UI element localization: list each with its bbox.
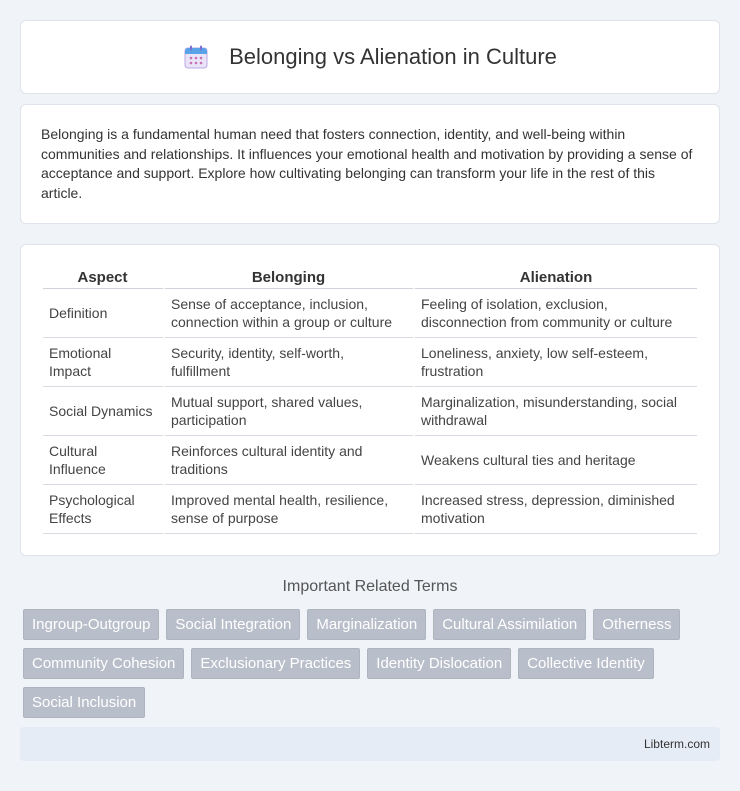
table-row (43, 436, 697, 485)
comparison-table-card (20, 244, 720, 556)
footer (20, 727, 720, 761)
header-card (20, 20, 720, 94)
tag-identity-dislocation[interactable]: Identity Dislocation (367, 648, 511, 679)
header-alienation: Alienation (415, 265, 697, 289)
intro-paragraph: Belonging is a fundamental human need that fosters connection, identity, and well-being within communities and relationships. It influences your emotional health and motivation by providing a sense of acceptance and support. Explore how cultivating belonging can transform your life in the rest of this article. (41, 126, 693, 201)
cell-alienation: Weakens cultural ties and heritage (415, 436, 697, 485)
cell-alienation: Increased stress, depression, diminished motivation (415, 485, 697, 534)
tag-social-integration[interactable]: Social Integration (166, 609, 300, 640)
cell-aspect: Emotional Impact (43, 338, 165, 387)
cell-belonging: Security, identity, self-worth, fulfillment (165, 338, 415, 387)
header-belonging: Belonging (165, 265, 415, 289)
cell-alienation: Loneliness, anxiety, low self-esteem, frustration (415, 338, 697, 387)
footer-site-link[interactable]: Libterm.com (643, 737, 710, 751)
cell-alienation: Feeling of isolation, exclusion, disconnection from community or culture (415, 289, 697, 338)
header-aspect: Aspect (43, 265, 165, 289)
tag-otherness[interactable]: Otherness (593, 609, 680, 640)
cell-alienation: Marginalization, misunderstanding, social withdrawal (415, 387, 697, 436)
tag-exclusionary-practices[interactable]: Exclusionary Practices (191, 648, 360, 679)
cell-belonging: Reinforces cultural identity and traditions (165, 436, 415, 485)
cell-aspect: Social Dynamics (43, 387, 165, 436)
cell-aspect: Cultural Influence (43, 436, 165, 485)
comparison-table (43, 265, 697, 534)
cell-belonging: Sense of acceptance, inclusion, connection within a group or culture (165, 289, 415, 338)
related-terms-tags (23, 609, 723, 718)
cell-aspect: Definition (43, 289, 165, 338)
cell-belonging: Improved mental health, resilience, sense of purpose (165, 485, 415, 534)
table-row (43, 387, 697, 436)
table-header-row (43, 265, 697, 289)
calendar-icon (183, 44, 209, 70)
tag-collective-identity[interactable]: Collective Identity (518, 648, 654, 679)
tag-community-cohesion[interactable]: Community Cohesion (23, 648, 184, 679)
tag-social-inclusion[interactable]: Social Inclusion (23, 687, 145, 718)
table-row (43, 485, 697, 534)
table-row (43, 338, 697, 387)
table-row (43, 289, 697, 338)
tag-marginalization[interactable]: Marginalization (307, 609, 426, 640)
tag-cultural-assimilation[interactable]: Cultural Assimilation (433, 609, 586, 640)
intro-card (20, 104, 720, 224)
related-terms-title: Important Related Terms (282, 578, 458, 595)
cell-belonging: Mutual support, shared values, participation (165, 387, 415, 436)
tag-ingroup-outgroup[interactable]: Ingroup-Outgroup (23, 609, 159, 640)
cell-aspect: Psychological Effects (43, 485, 165, 534)
page-title: Belonging vs Alienation in Culture (229, 44, 557, 69)
